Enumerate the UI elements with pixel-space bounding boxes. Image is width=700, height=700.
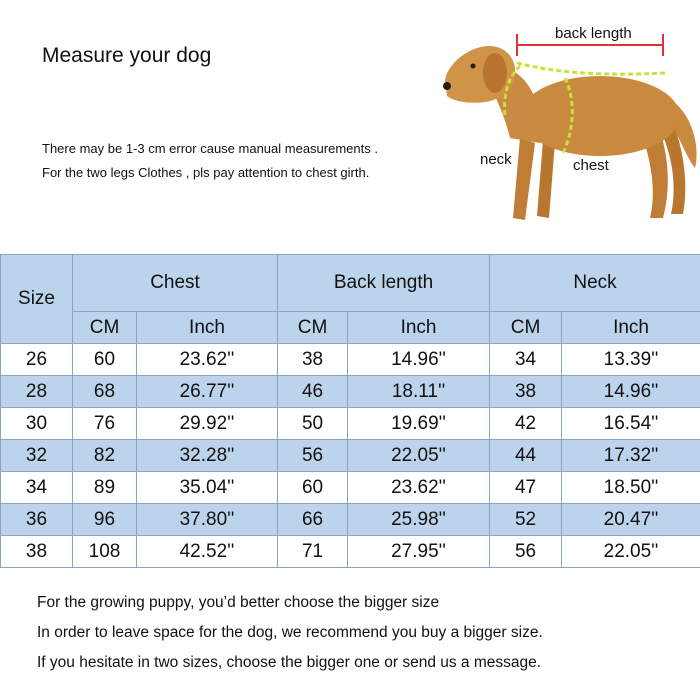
table-cell: 26 — [1, 344, 73, 376]
table-cell: 42 — [490, 408, 562, 440]
table-cell: 28 — [1, 376, 73, 408]
chest-header: Chest — [73, 255, 278, 312]
dog-eye — [471, 64, 476, 69]
table-cell: 29.92'' — [137, 408, 278, 440]
chest-label: chest — [573, 157, 609, 174]
table-cell: 23.62'' — [348, 472, 490, 504]
back-measure-line — [517, 63, 665, 74]
table-cell: 82 — [73, 440, 137, 472]
table-cell: 16.54'' — [562, 408, 700, 440]
table-cell: 25.98'' — [348, 504, 490, 536]
table-cell: 76 — [73, 408, 137, 440]
table-cell: 96 — [73, 504, 137, 536]
table-cell: 68 — [73, 376, 137, 408]
table-cell: 66 — [278, 504, 348, 536]
table-cell: 60 — [278, 472, 348, 504]
neck-header: Neck — [490, 255, 700, 312]
table-cell: 56 — [490, 536, 562, 568]
table-row — [1, 440, 700, 472]
table-cell: 27.95'' — [348, 536, 490, 568]
subheader-cell: CM — [490, 312, 562, 344]
subheader-cell: CM — [278, 312, 348, 344]
table-row — [1, 344, 700, 376]
table-cell: 38 — [278, 344, 348, 376]
back-length-header: Back length — [278, 255, 490, 312]
table-cell: 32.28'' — [137, 440, 278, 472]
subheader-cell: Inch — [348, 312, 490, 344]
table-cell: 18.11'' — [348, 376, 490, 408]
table-cell: 52 — [490, 504, 562, 536]
dog-ear — [483, 53, 507, 93]
note-measurement-error: There may be 1-3 cm error cause manual measurements . — [42, 141, 378, 156]
table-cell: 36 — [1, 504, 73, 536]
size-chart-table — [0, 254, 700, 568]
table-cell: 30 — [1, 408, 73, 440]
table-cell: 38 — [490, 376, 562, 408]
table-cell: 20.47'' — [562, 504, 700, 536]
back-length-label: back length — [555, 25, 632, 42]
subheader-cell: CM — [73, 312, 137, 344]
table-cell: 34 — [490, 344, 562, 376]
table-row — [1, 472, 700, 504]
table-cell: 60 — [73, 344, 137, 376]
footer-note-hesitate: If you hesitate in two sizes, choose the bigger one or send us a message. — [37, 654, 542, 671]
table-row — [1, 376, 700, 408]
dog-front-leg-2 — [537, 140, 555, 218]
table-cell: 23.62'' — [137, 344, 278, 376]
size-header: Size — [1, 255, 73, 344]
footer-note-leave-space: In order to leave space for the dog, we recommend you buy a bigger size. — [37, 624, 543, 641]
table-cell: 22.05'' — [562, 536, 700, 568]
table-cell: 46 — [278, 376, 348, 408]
table-row — [1, 408, 700, 440]
table-cell: 26.77'' — [137, 376, 278, 408]
table-cell: 32 — [1, 440, 73, 472]
table-cell: 17.32'' — [562, 440, 700, 472]
table-cell: 22.05'' — [348, 440, 490, 472]
neck-label: neck — [480, 151, 512, 168]
dog-front-leg — [513, 138, 535, 220]
table-cell: 44 — [490, 440, 562, 472]
table-subheader-row — [1, 312, 700, 344]
table-cell: 42.52'' — [137, 536, 278, 568]
table-cell: 35.04'' — [137, 472, 278, 504]
table-cell: 37.80'' — [137, 504, 278, 536]
table-cell: 38 — [1, 536, 73, 568]
table-cell: 34 — [1, 472, 73, 504]
table-cell: 71 — [278, 536, 348, 568]
table-cell: 56 — [278, 440, 348, 472]
table-header-row — [1, 255, 700, 312]
subheader-cell: Inch — [562, 312, 700, 344]
subheader-cell: Inch — [137, 312, 278, 344]
table-cell: 89 — [73, 472, 137, 504]
table-cell: 50 — [278, 408, 348, 440]
table-cell: 13.39'' — [562, 344, 700, 376]
footer-note-growing-puppy: For the growing puppy, you’d better choose the bigger size — [37, 594, 440, 611]
table-cell: 18.50'' — [562, 472, 700, 504]
table-cell: 14.96'' — [348, 344, 490, 376]
table-row — [1, 536, 700, 568]
note-chest-girth: For the two legs Clothes , pls pay attention to chest girth. — [42, 165, 370, 180]
table-cell: 14.96'' — [562, 376, 700, 408]
dog-nose — [443, 82, 451, 90]
table-row — [1, 504, 700, 536]
dog-body — [520, 76, 680, 156]
table-cell: 47 — [490, 472, 562, 504]
table-cell: 108 — [73, 536, 137, 568]
page-title: Measure your dog — [42, 44, 212, 67]
dog-measurement-illustration — [425, 18, 700, 233]
table-cell: 19.69'' — [348, 408, 490, 440]
